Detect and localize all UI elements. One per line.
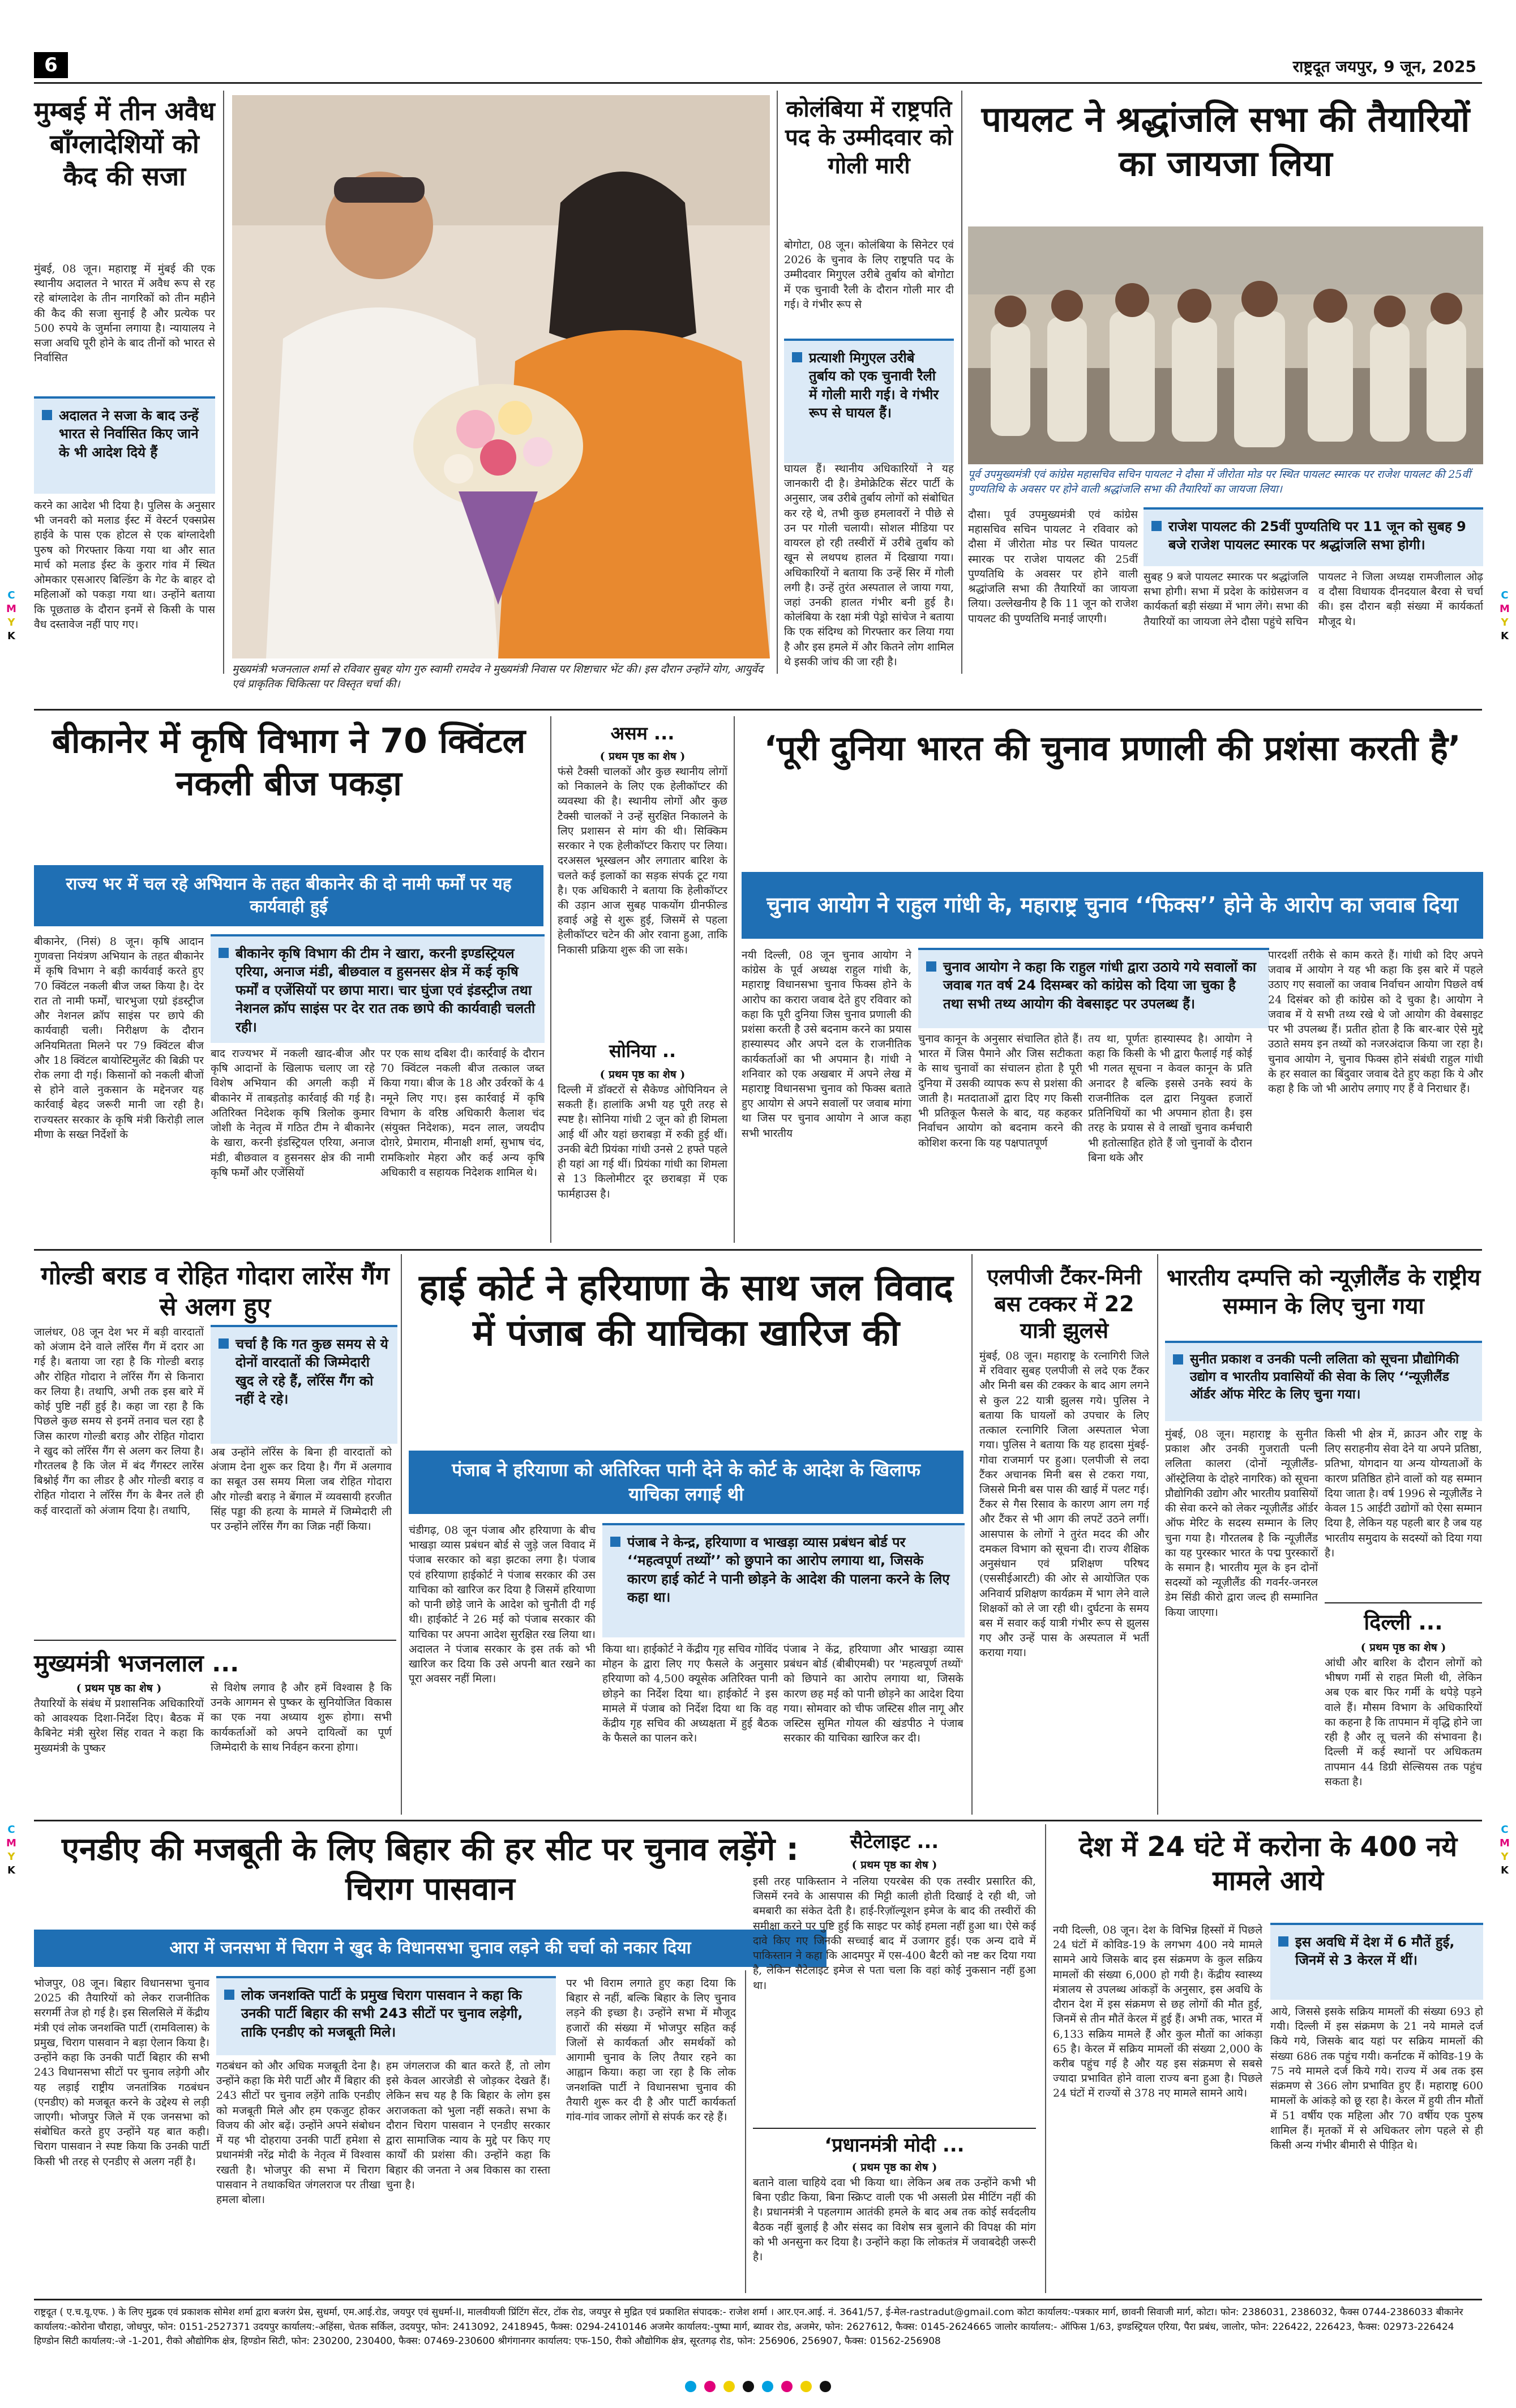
election-headline: ‘पूरी दुनिया भारत की चुनाव प्रणाली की प्रशंसा करती है’ [764, 729, 1461, 768]
bullet-icon [224, 1990, 234, 2000]
color-swatch [820, 2381, 831, 2392]
pilot-photo [968, 226, 1483, 464]
pilot-body-1: दौसा। पूर्व उपमुख्यमंत्री एवं कांग्रेस महासचिव सचिन पायलट ने रविवार को दौसा में जीरोता मोड पर स्थित पायलट स्मारक पर राजेश पायलट की 25वीं पुण्यतिथि के अवसर पर होने वाली श्रद्धांजलि सभा की तैयारियों का जायजा लिया। उल्लेखनीय है कि 11 जून को राजेश पायलट की पुण्यतिथि मनाई जाएगी। [968, 508, 1138, 625]
column-rule [961, 91, 962, 674]
bullet-icon [1151, 521, 1162, 531]
magenta-mark: M [1500, 1837, 1510, 1849]
column-rule [223, 91, 224, 674]
colombia-highlight-box [784, 339, 954, 463]
colombia-headline: कोलंबिया में राष्ट्रपति पद के उम्मीदवार को गोली मारी [785, 96, 953, 179]
nz-highlight: सुनीत प्रकाश व उनकी पत्नी ललिता को सूचना प्रौद्योगिकी उद्योग व भारतीय प्रवासियों की सेवा के लिए ‘‘न्यूज़ीलैंड ऑर्डर ऑफ मेरिट के लिए चुना गया। [1190, 1352, 1459, 1402]
bikaner-body-3: पर एक साथ दबिश दी। कार्रवाई के दौरान 70 क्विंटल नकली बीज तत्काल जब्त किया गया। बीज के 18 और उर्वरकों के 4 नमूने लिए गए। इस कार्रवाई में कृषि विभाग के वरिष्ठ अधिकारी कैलाश चंद (संयुक्त निदेशक), मदन लाल, जयदीप दोग़रे, प्रेमाराम, मीनाक्षी शर्मा, सुभाष चंद, रामकिशोर मेहरा और कई अन्य कृषि अधिकारी व सहायक निदेशक शामिल थे। [380, 1047, 545, 1179]
goldy-body-1: जालंधर, 08 जून देश भर में बड़ी वारदातों को अंजाम देने वाले लॉरेंस गैंग में दरार आ गई है। बताया जा रहा है कि गोल्डी बराड़ और रोहित गोदारा ने लॉरेंस गैंग से किनारा कर लिया है। तथापि, अभी तक इस बारे में कोई पुष्टि नहीं हुई है। कहा जा रहा है कि पिछले कुछ समय से इनमें तनाव चल रहा है जिस कारण गोल्डी बराड़ और रोहित गोदारा ने खुद को लॉरेंस गैंग से अलग कर लिया है। गौरतलब है कि जेल में बंद गैंगस्टर लारेंस बिश्नोई गैंग का लीडर है और गोल्डी बराड़ व रोहित गोदारा ने लॉरेंस गैंग के बैनर तले ही कई वारदातों को अंजाम दिया है। तथापि, [34, 1326, 204, 1517]
corona-body-1: नयी दिल्ली, 08 जून। देश के विभिन्न हिस्सों में पिछले 24 घंटों में कोविड-19 के लगभग 400 नये मामले सामने आये जिसके बाद इस संक्रमण के कुल सक्रिय मामलों की संख्या 6,000 हो गयी है। केंद्रीय स्वास्थ्य मंत्रालय से उपलब्ध आंकड़ों के अनुसार, इस अवधि के दौरान देश में इस संक्रमण से छह लोगों की मौत हुई, जिनमें से तीन मौतें केरल में हुई हैं। अभी तक, भारत में 6,133 सक्रिय मामले हैं और कुल मौतों का आंकड़ा 65 है। केरल में सक्रिय मामलों की संख्या 2,000 के करीब पहुंच गई है और यह इस संक्रमण से सबसे ज्यादा प्रभावित होने वाला राज्य बना हुआ है। पिछले 24 घंटों में राज्यों से 378 नए मामले सामने आये। [1053, 1924, 1262, 2100]
column-rule [550, 716, 551, 1243]
highcourt-highlight-box [602, 1523, 965, 1637]
corona-highlight: इस अवधि में देश में 6 मौतें हुई, जिनमें से 3 केरल में थीं। [1295, 1934, 1455, 1969]
cm-ramdev-photo [232, 95, 770, 658]
column-rule [401, 1254, 402, 1815]
color-swatch [781, 2381, 793, 2392]
bhajanlal-continuation: ( प्रथम पृष्ठ का शेष ) [76, 1682, 162, 1695]
pilot-headline: पायलट ने श्रद्धांजलि सभा की तैयारियों का जायजा लिया [981, 99, 1470, 184]
yellow-mark: Y [1501, 1851, 1509, 1863]
black-mark: K [7, 630, 15, 642]
election-body-4: पारदर्शी तरीके से काम करते हैं। गांधी को दिए अपने जवाब में आयोग ने यह भी कहा कि इस बारे में पहले उठाए गए सवालों का जवाब निर्वाचन आयोग पिछले वर्ष 24 दिसंबर को ही कांग्रेस को दे चुका है। आयोग ने जवाब में ये सभी तथ्य रखे थे जो आयोग की वेबसाइट पर भी उपलब्ध हैं। प्रतीत होता है कि बार-बार ऐसे मुद्दे उठाते समय इन तथ्यों को नजरअंदाज किया जा रहा है। चुनाव आयोग ने, चुनाव फिक्स होने संबंधी राहुल गांधी के हर सवाल का बिंदुवार जवाब देते हुए कहा कि ये और कहा है कि जो भी आरोप लगाए गए हैं वे निराधार हैं। [1268, 949, 1483, 1095]
delhi-headline: दिल्ली ... [1364, 1610, 1443, 1635]
registration-strip-left-2 [3, 1823, 19, 1877]
bhajanlal-body-2: से विशेष लगाव है और हमें विश्वास है कि उनके आगमन से पुष्कर के सुनियोजित विकास का एक नया अध्याय शुरू होगा। सभी कार्यकर्ताओं को अपने दायित्वों का पूर्ण जिम्मेदारी के साथ निर्वहन करना होगा। [211, 1682, 392, 1753]
color-bar [159, 2381, 1357, 2392]
sub-rule [753, 2128, 1036, 2129]
nz-headline: भारतीय दम्पत्ति को न्यूज़ीलैंड के राष्ट्रीय सम्मान के लिए चुना गया [1166, 1265, 1481, 1319]
bullet-icon [42, 410, 52, 420]
chirag-headline: एनडीए की मजबूती के लिए बिहार की हर सीट पर चुनाव लड़ेंगे : चिराग पासवान [61, 1831, 799, 1907]
black-mark: K [1501, 1864, 1509, 1876]
bullet-icon [926, 961, 936, 972]
bhajanlal-headline: मुख्यमंत्री भजनलाल ... [34, 1649, 239, 1677]
column-rule [734, 716, 735, 1243]
bullet-icon [610, 1537, 620, 1547]
section-rule [34, 1249, 1482, 1251]
corona-body-2: आये, जिससे इसके सक्रिय मामलों की संख्या 693 हो गयी। दिल्ली में इस संक्रमण के 21 नये मामले दर्ज किये गये, जिसके बाद यहां पर सक्रिय मामलों की संख्या 686 तक पहुंच गयी। कर्नाटक में कोविड-19 के 75 नये मामले दर्ज किये गये। राज्य में अब तक इस संक्रमण से 366 लोग प्रभावित हुए हैं। महाराष्ट्र 600 मामलों के आंकड़े को छू रहा है। केरल में हुयी तीन मौतों में 51 वर्षीय एक महिला और 70 वर्षीय एक पुरुष शामिल हैं। मृतकों में से अधिकतर लोग पहले से ही किसी अन्य गंभीर बीमारी से पीड़ित थे। [1270, 2005, 1483, 2152]
color-swatch [723, 2381, 735, 2392]
chirag-highlight: लोक जनशक्ति पार्टी के प्रमुख चिराग पासवान ने कहा कि उनकी पार्टी बिहार की सभी 243 सीटों पर चुनाव लड़ेगी, ताकि एनडीए को मजबूती मिले। [241, 1987, 523, 2040]
satellite-continuation: ( प्रथम पृष्ठ का शेष ) [851, 1859, 937, 1871]
bikaner-band: राज्य भर में चल रहे अभियान के तहत बीकानेर की दो नामी फर्मों पर यह कार्यवाही हुई [34, 865, 543, 926]
masthead-rule [34, 82, 1482, 84]
bikaner-body-1: बीकानेर, (निसं) 8 जून। कृषि आदान गुणवत्ता नियंत्रण अभियान के तहत बीकानेर में कृषि विभाग ने बड़ी कार्यवाई करते हुए 70 क्विंटल नकली बीज जब्त किया है। देर रात तो नामी फर्मों, चारभुजा एग्रो इंडस्ट्रीज और नेशनल क्रॉप साइंस पर छापे की कार्यवाही चली। निरीक्षण के दौरान अनियमितता मिलने पर 79 क्विंटल बीज और 18 क्विंटल बायोस्टिमुलेंट की बिक्री पर रोक लगा दी गई। किसानों को नकली बीजों से होने वाले नुकसान के मद्देनजर यह कार्रवाई बेहद जरूरी मानी जा रही है। राज्यस्तर सरकार के कृषि मंत्री किरोड़ी लाल मीणा के सख्त निर्देशों के [34, 935, 204, 1141]
mumbai-body-2: करने का आदेश भी दिया है। पुलिस के अनुसार भी जनवरी को मलाड ईस्ट में वेस्टर्न एक्सप्रेस हाईवे के पास एक होटल से एक बांग्लादेशी पुरुष को गिरफ्तार किया गया था और सात मार्च को मलाड ईस्ट के कुरार गांव में स्थित ओमकार एसआरए बिल्डिंग के गेट के बाहर दो महिलाओं को पकड़ा गया था। उन्होंने बताया कि पूछताछ के दौरान इनमें से किसी के पास वैध दस्तावेज नहीं पाए गए। [34, 499, 215, 631]
photo-illustration [232, 95, 770, 658]
highcourt-headline: हाई कोर्ट ने हरियाणा के साथ जल विवाद में पंजाब की याचिका खारिज की [419, 1267, 953, 1354]
pilot-highlight: राजेश पायलट की 25वीं पुण्यतिथि पर 11 जून को सुबह 9 बजे राजेश पायलट स्मारक पर श्रद्धांजलि सभा होगी। [1168, 519, 1466, 553]
bikaner-body-2: बाद राज्यभर में नकली खाद-बीज और कृषि आदानों के खिलाफ चलाए जा रहे विशेष अभियान की अगली कड़ी में बीकानेर में ताबड़तोड़ कार्रवाई की गई है। अतिरिक्त निदेशक कृषि त्रिलोक कुमार जोशी के नेतृत्व में गठित टीम ने बीकानेर के खारा, करनी इंडस्ट्रियल एरिया, अनाज मंडी, बीछवाल व हुसनसर क्षेत्र की नामी कृषि फर्मों और एजेंसियों [211, 1047, 375, 1179]
bus-body: मुंबई, 08 जून। महाराष्ट्र के रत्नागिरी जिले में रविवार सुबह एलपीजी से लदे एक टैंकर और मिनी बस की टक्कर के बाद आग लगने से कुल 22 यात्री झुलस गये। पुलिस ने बताया कि घायलों को उपचार के लिए तत्काल रत्नागिरि जिला अस्पताल भेजा गया। पुलिस ने बताया कि यह हादसा मुंबई-गोवा राजमार्ग पर हुआ। एलपीजी से लदा टैंकर अचानक मिनी बस से टकरा गया, जिससे मिनी बस पास की खाई में पलट गई। टैंकर से गैस रिसाव के कारण आग लग गई और टैंकर से भी आग की लपटें उठने लगीं। आसपास के लोगों ने तुरंत मदद की और दमकल विभाग को सूचना दी। राज्य शैक्षिक अनुसंधान एवं प्रशिक्षण परिषद (एससीईआरटी) की ओर से आयोजित एक अनिवार्य प्रशिक्षण कार्यक्रम में भाग लेने वाले शिक्षकों को ले जा रही थी। दुर्घटना के समय बस में सवार कई यात्री गंभीर रूप से झुलस गए और उन्हें पास के अस्पताल में भर्ती कराया गया। [979, 1350, 1149, 1659]
photo-main-caption: मुख्यमंत्री भजनलाल शर्मा से रविवार सुबह योग गुरु स्वामी रामदेव ने मुख्यमंत्री निवास पर शिष्टाचार भेंट की। इस दौरान उन्होंने योग, आयुर्वेद एवं प्राकृतिक चिकित्सा पर विस्तृत चर्चा की। [232, 663, 763, 690]
election-highlight-box [918, 948, 1269, 1028]
registration-strip-right [1497, 589, 1513, 643]
bullet-icon [1173, 1354, 1183, 1365]
cyan-mark: C [7, 1824, 15, 1836]
column-rule [745, 1970, 746, 2293]
pilot-body-2: सुबह 9 बजे पायलट स्मारक पर श्रद्धांजलि सभा होगी। सभा में प्रदेश के कांग्रेसजन व कार्यकर्ता बड़ी संख्या में भाग लेंगे। सभा की तैयारियों का जायजा लेने दौसा पहुंचे सचिन पायलट ने जिला अध्यक्ष रामजीलाल ओढ़ व दौसा विधायक दीनदयाल बैरवा से चर्चा की। इस दौरान बड़ी संख्या में कार्यकर्ता मौजूद थे। [1144, 571, 1483, 628]
registration-strip-right-2 [1497, 1823, 1513, 1877]
column-rule [777, 91, 778, 674]
yellow-mark: Y [7, 617, 15, 628]
sub-rule [34, 1640, 396, 1641]
chirag-band: आरा में जनसभा में चिराग ने खुद के विधानसभा चुनाव लड़ने की चर्चा को नकार दिया [34, 1930, 826, 1967]
mumbai-highlight: अदालत ने सजा के बाद उन्हें भारत से निर्वासित किए जाने के भी आदेश दिये हैं [59, 408, 199, 460]
magenta-mark: M [6, 1837, 16, 1849]
highcourt-highlight: पंजाब ने केन्द्र, हरियाणा व भाखड़ा व्यास प्रबंधन बोर्ड पर ‘‘महत्वपूर्ण तथ्यों’’ को छुपाने का आरोप लगाया था, जिसके कारण हाई कोर्ट ने पानी छोड़ने के आदेश की पालना करने के लिए कहा था। [627, 1534, 950, 1606]
delhi-body: आंधी और बारिश के दौरान लोगों को भीषण गर्मी से राहत मिली थी, लेकिन अब एक बार फिर गर्मी के थपेड़े पड़ने वाले हैं। मौसम विभाग के अधिकारियों का कहना है कि तापमान में वृद्धि होने जा रही है और लू चलने की संभावना है। दिल्ली में कई स्थानों पर अधिकतम तापमान 44 डिग्री सेल्सियस तक पहुंच सकता है। [1325, 1657, 1482, 1788]
cyan-mark: C [1501, 1824, 1509, 1836]
mumbai-body-1: मुंबई, 08 जून। महाराष्ट्र में मुंबई की एक स्थानीय अदालत ने भारत में अवैध रूप से रह रहे बांग्लादेश के तीन नागरिकों को तीन महीने की कैद की सजा सुनाई है और प्रत्येक पर 500 रुपये के जुर्माना लगाया है। न्यायालय ने सजा अवधि पूरी होने के बाद तीनों को भारत से निर्वासित [34, 263, 215, 365]
nz-body-1: मुंबई, 08 जून। महाराष्ट्र के सुनीत प्रकाश और उनकी गुजराती पत्नी ललिता कालरा (दोनों न्यूज़ीलैंड-ऑस्ट्रेलिया के दोहरे नागरिक) को सूचना प्रौद्योगिकी उद्योग और भारतीय प्रवासियों की सेवा करने को लेकर न्यूज़ीलैंड ऑर्डर ऑफ मेरिट के सदस्य सम्मान के लिए चुना गया है। गौरतलब है कि न्यूज़ीलैंड का यह पुरस्कार भारत के पद्म पुरस्कारों के समान है। भारतीय मूल के इन दोनों सदस्यों को न्यूज़ीलैंड की गवर्नर-जनरल डेम सिंडी कीरो द्वारा जल्द ही सम्मानित किया जाएगा। [1165, 1428, 1318, 1619]
color-swatch [704, 2381, 716, 2392]
page-number: 6 [44, 54, 58, 76]
sonia-body: दिल्ली में डॉक्टरों से सैकेण्ड ओपिनियन ले सकती हैं। हालांकि अभी यह पूरी तरह से स्पष्ट है। सोनिया गांधी 2 जून को ही शिमला आई थीं और यहां छराबड़ा में रुकी हुई थीं। उनकी बेटी प्रियंका गांधी उनसे 2 हफ्ते पहले ही यहां आ गई थीं। प्रियंका गांधी का शिमला से 13 किलोमीटर दूर छराबड़ा में एक फार्महाउस है। [558, 1084, 727, 1200]
election-highlight: चुनाव आयोग ने कहा कि राहुल गांधी द्वारा उठाये गये सवालों का जवाब गत वर्ष 24 दिसम्बर को कांग्रेस को दिया जा चुका है तथा सभी तथ्य आयोग की वेबसाइट पर उपलब्ध हैं। [943, 959, 1256, 1012]
colombia-body-1: बोगोटा, 08 जून। कोलंबिया के सिनेटर एवं 2026 के चुनाव के लिए राष्ट्रपति पद के उम्मीदवार मिगुएल उरीबे तुर्बाय को बोगोटा में एक चुनावी रैली के दौरान गोली मार दी गई। वे गंभीर रूप से [784, 239, 954, 311]
highcourt-band: पंजाब ने हरियाणा को अतिरिक्त पानी देने के कोर्ट के आदेश के खिलाफ याचिका लगाई थी [409, 1451, 963, 1514]
satellite-headline: सैटेलाइट ... [850, 1830, 939, 1853]
nz-highlight-box [1165, 1341, 1482, 1421]
chirag-body-3: हम जंगलराज की बात करते हैं, तो लोग इसे केवल आरजेडी से जोड़कर देखते हैं। लेकिन सच यह है कि बिहार के लोग इस अराजकता को भुला नहीं सकते। सभा के दौरान चिराग पासवान ने एनडीए सरकार द्वारा सामाजिक न्याय के मुद्दे पर किए गए कार्यों की प्रशंसा की। उन्होंने कहा कि बिहार की जनता ने अब विकास का रास्ता चुना है। [386, 2060, 550, 2191]
column-rule [1045, 1824, 1046, 2293]
chirag-highlight-box [216, 1976, 556, 2055]
chirag-body-4: पर भी विराम लगाते हुए कहा दिया कि बिहार से नहीं, बल्कि बिहार के लिए चुनाव लड़ने की इच्छा है। उन्होंने सभा में मौजूद हजारों की संख्या में भोजपुर सहित कई जिलों से कार्यकर्ता और समर्थकों को आगामी चुनाव के लिए तैयार रहने का आह्वान किया। कहा जा रहा है कि लोक जनशक्ति पार्टी ने विधानसभा चुनाव की तैयारी शुरू कर दी है और पार्टी कार्यकर्ता गांव-गांव जाकर लोगों से संपर्क कर रहे हैं। [566, 1977, 736, 2123]
bus-headline: एलपीजी टैंकर-मिनी बस टक्कर में 22 यात्री झुलसे [987, 1264, 1142, 1343]
black-mark: K [1501, 630, 1509, 642]
column-rule [971, 1254, 973, 1815]
yellow-mark: Y [7, 1851, 15, 1863]
section-rule [34, 1820, 1482, 1821]
asam-headline: असम ... [610, 722, 675, 744]
section-rule [34, 709, 1482, 711]
highcourt-body-2: किया था। हाईकोर्ट ने केंद्रीय गृह सचिव गोविंद मोहन के द्वारा लिए गए फैसले के अनुसार हरियाणा को 4,500 क्यूसेक अतिरिक्त पानी छोड़ने का निर्देश दिया था। हाईकोर्ट ने इस मामले में पंजाब को निर्देश दिया था कि वह केंद्रीय गृह सचिव की अध्यक्षता में हुई बैठक के फैसले का पालन करे। [602, 1643, 778, 1745]
mumbai-headline: मुम्बई में तीन अवैध बाँग्लादेशियों को कैद की सजा [34, 96, 215, 191]
corona-highlight-box [1270, 1923, 1483, 2000]
sonia-headline: सोनिया .. [609, 1040, 676, 1062]
cyan-mark: C [1501, 589, 1509, 601]
election-body-2: चुनाव कानून के अनुसार संचालित होते हैं। भारत में जिस पैमाने और जिस सटीकता के साथ चुनावों का संचालन होता है पूरी दुनिया में उसकी व्यापक रूप से प्रशंसा की जाती है। मतदाताओं द्वारा दिए गए किसी भी प्रतिकूल फैसले के बाद, यह कहकर निर्वाचन आयोग को बदनाम करने की कोशिश करना कि यह पक्षपातपूर्ण [918, 1033, 1082, 1149]
goldy-highlight: चर्चा है कि गत कुछ समय से ये दोनों वारदातों की जिम्मेदारी खुद ले रहे हैं, लॉरेंस गैंग को नहीं दे रहे। [235, 1336, 388, 1408]
goldy-body-2: अब उन्होंने लॉरेंस के बिना ही वारदातों को अंजाम देना शुरू कर दिया है। गैंग में अलगाव का सबूत उस समय मिला जब रोहित गोदारा और गोल्डी बराड़ ने बेंगाल में व्यवसायी हरजीत सिंह पड्डा की हत्या के मामले में जिम्मेदारी ली पर उन्होंने लॉरेंस गैंग का जिक्र नहीं किया। [211, 1446, 392, 1533]
sonia-continuation: ( प्रथम पृष्ठ का शेष ) [599, 1068, 686, 1081]
crowd-illustration [968, 226, 1483, 464]
bullet-icon [792, 352, 802, 362]
goldy-headline: गोल्डी बराड व रोहित गोदारा लारेंस गैंग से अलग हुए [41, 1261, 389, 1321]
color-swatch [800, 2381, 812, 2392]
election-band: चुनाव आयोग ने राहुल गांधी के, महाराष्ट्र चुनाव ‘‘फिक्स’’ होने के आरोप का जवाब दिया [742, 872, 1483, 939]
pilot-highlight-box [1144, 507, 1483, 566]
bikaner-highlight-box [211, 934, 545, 1043]
satellite-body: इसी तरह पाकिस्तान ने नलिया एयरबेस की एक तस्वीर प्रसारित की, जिसमें रनवे के आसपास की मिट्टी काली होती दिखाई दे रही थी, जो बमबारी का संकेत देती है। हाई-रिज़ॉल्यूशन इमेज के बाद की तस्वीरों की समीक्षा करने पर पुष्टि हुई कि साइट पर कोई हमला नहीं हुआ था। ऐसे कई दावे किए गए जिनकी सच्चाई बाद में उजागर हुई। एक अन्य दावे में पाकिस्तान ने कहा कि आदमपुर में एस-400 बैटरी को नष्ट कर दिया गया है, लेकिन सैटेलाइट इमेज से पता चला कि वहां कोई नुकसान नहीं हुआ था। [753, 1875, 1036, 1992]
colombia-highlight: प्रत्याशी मिगुएल उरीबे तुर्बाय को एक चुनावी रैली में गोली मारी गई। वे गंभीर रूप से घायल हैं। [809, 350, 939, 421]
colombia-body-2: घायल हैं। स्थानीय अधिकारियों ने यह जानकारी दी है। डेमोक्रेटिक सेंटर पार्टी के अनुसार, जब उरीबे तुर्बाय लोगों को संबोधित कर रहे थे, तभी कुछ हमलावरों ने पीछे से उन पर गोली चलायी। सोशल मीडिया पर वायरल हो रही तस्वीरों में उरीबे तुर्बाय को खून से लथपथ हालत में दिखाया गया। अधिकारियों ने बताया कि उन्हें सिर में गोली लगी है। उन्हें तुरंत अस्पताल ले जाया गया, जहां उनकी हालत गंभीर बनी हुई है। कोलंबिया के रक्षा मंत्री पेड्रो सांचेज ने बताया कि एक संदिग्ध को गिरफ्तार कर लिया गया है और इस हमले में और कितने लोग शामिल थे इसकी जांच की जा रही है। [784, 463, 954, 668]
election-body-3: तय था, पूर्णतः हास्यास्पद है। आयोग ने कहा कि किसी के भी द्वारा फैलाई गई कोई भी गलत सूचना न केवल कानून के प्रति अनादर है बल्कि इससे उनके स्वयं के राजनीतिक दल द्वारा नियुक्त हजारों प्रतिनिधियों का भी अपमान होता है। इस तरह के प्रयास से वे लाखों चुनाव कर्मचारी भी हतोत्साहित होते हैं जो चुनावों के दौरान बिना थके और [1088, 1033, 1252, 1164]
yellow-mark: Y [1501, 617, 1509, 628]
modi-continuation: ( प्रथम पृष्ठ का शेष ) [851, 2161, 937, 2174]
election-body-1: नयी दिल्ली, 08 जून चुनाव आयोग ने कांग्रेस के पूर्व अध्यक्ष राहुल गांधी के, महाराष्ट्र विधानसभा चुनाव फिक्स होने के आरोप का करारा जवाब देते हुए रविवार को कहा कि पूरी दुनिया जिस चुनाव प्रणाली की प्रशंसा करती है उसे बदनाम करने का प्रयास हास्यास्पद और अपने दल के राजनीतिक कार्यकर्ताओं का भी अपमान है। गांधी ने शनिवार को एक अखबार में अपने लेख में महाराष्ट्र विधानसभा चुनाव को फिक्स बताते हुए आयोग से अपने सवालों पर जवाब मांगा था जिस पर चुनाव आयोग ने आज कहा सभी भारतीय [742, 949, 911, 1140]
column-rule [1157, 1254, 1158, 1815]
chirag-body-2: गठबंधन को और अधिक मजबूती देना है। उन्होंने कहा कि मेरी पार्टी और मैं बिहार की 243 सीटों पर चुनाव लड़ेंगे ताकि एनडीए को मजबूती मिले और हम एकजुट होकर विजय की ओर बढ़ें। उन्होंने अपने संबोधन में यह भी दोहराया उनकी पार्टी हमेशा से प्रधानमंत्री नरेंद्र मोदी के नेतृत्व में विश्वास रखती है। भोजपुर की सभा में चिराग पासवान ने तथाकथित जंगलराज पर तीखा हमला बोला। [216, 2060, 380, 2206]
pilot-caption: पूर्व उपमुख्यमंत्री एवं कांग्रेस महासचिव सचिन पायलट ने दौसा में जीरोता मोड पर स्थित पायलट स्मारक पर राजेश पायलट की 25वीं पुण्यतिथि के अवसर पर होने वाली श्रद्धांजलि सभा की तैयारियों का जायजा लिया। [968, 468, 1471, 495]
footer-imprint: राष्ट्रदूत ( ए.च.यू.एफ. ) के लिए मुद्रक एवं प्रकाशक सोमेश शर्मा द्वारा बजरंग प्रेस, सुधर्मा, एम.आई.रोड, जयपुर एवं सुधर्मा-II, मालवीयजी प्रिंटिंग सेंटर, टोंक रोड, जयपुर से मुद्रित एवं प्रकाशित संपादक:- राजेश शर्मा । आर.एन.आई. नं. 3641/57, ई-मेल-rastradut@gmail.com कोटा कार्यालय:-पत्रकार मार्ग, छावनी सिवाजी मार्ग, कोटा। फोन: 2386031, 2386032, फैक्स 0744-2386033 बीकानेर कार्यालय:-कोरोना चौराहा, जोधपुर, फोन: 0151-2527371 उदयपुर कार्यालय:-अहिंसा, चेतक सर्किल, उदयपुर, फोन: 2413092, 2418945, फैक्स: 0294-2410146 अजमेर कार्यालय:-पुष्पा मार्ग, ब्यावर रोड, अजमेर, फोन: 2627612, फैक्स: 0145-2624665 जालोर कार्यालय:- ऑफिस 1/63, इण्डस्ट्रियल एरिया, पैरा प्रबंध, जालोर, फोन: 226422, 226423, फैक्स: 02973-226424 हिण्डोन सिटी कार्यालय:-जे -1-201, रीको औद्योगिक क्षेत्र, हिण्डोन सिटी, फोन: 230200, 230400, फैक्स: 07469-230600 श्रीगंगानगर कार्यालय: एफ-150, रीको औद्योगिक क्षेत्र, सूरतगढ़ रोड, फोन: 256906, 256907, फैक्स: 01562-256908 [34, 2307, 1463, 2347]
color-swatch [743, 2381, 754, 2392]
black-mark: K [7, 1864, 15, 1876]
highcourt-body-1: चंडीगढ़, 08 जून पंजाब और हरियाणा के बीच भाखड़ा व्यास प्रबंधन बोर्ड से जुड़े जल विवाद में पंजाब सरकार को बड़ा झटका लगा है। पंजाब एवं हरियाणा हाईकोर्ट ने पंजाब सरकार की उस याचिका को खारिज कर दिया है जिसमें हरियाणा को पानी छोड़े जाने के आदेश को चुनौती दी गई थी। हाईकोर्ट ने 26 मई को पंजाब सरकार की याचिका पर अपना आदेश सुरक्षित रख लिया था। अदालत ने पंजाब सरकार के इस तर्क को भी खारिज कर दिया कि उसे अपनी बात रखने का पूरा अवसर नहीं मिला। [409, 1524, 596, 1686]
dateline: राष्ट्रदूत जयपुर, 9 जून, 2025 [1292, 57, 1476, 76]
chirag-body-1: भोजपुर, 08 जून। बिहार विधानसभा चुनाव 2025 की तैयारियों को लेकर राजनीतिक सरगर्मी तेज हो गई है। इस सिलसिले में केंद्रीय मंत्री एवं लोक जनशक्ति पार्टी (रामविलास) के प्रमुख, चिराग पासवान ने बड़ा ऐलान किया है। उन्होंने कहा कि उनकी पार्टी बिहार की सभी 243 विधानसभा सीटों पर चुनाव लड़ेगी और यह लड़ाई राष्ट्रीय जनतांत्रिक गठबंधन (एनडीए) को मजबूत करने के उद्देश्य से लड़ी जाएगी। भोजपुर जिले में एक जनसभा को संबोधित करते हुए उन्होंने यह बात कही। चिराग पासवान ने स्पष्ट किया कि उनकी पार्टी किसी भी तरह से एनडीए से अलग नहीं है। [34, 1977, 209, 2168]
bullet-icon [219, 1338, 229, 1349]
color-swatch [685, 2381, 696, 2392]
bikaner-headline: बीकानेर में कृषि विभाग ने 70 क्विंटल नकली बीज पकड़ा [52, 721, 526, 803]
magenta-mark: M [1500, 603, 1510, 615]
asam-body: फंसे टैक्सी चालकों और कुछ स्थानीय लोगों को निकालने के लिए एक हेलीकॉप्टर की व्यवस्था की है। स्थानीय लोगों और कुछ टैक्सी चालकों ने उन्हें सुरक्षित निकालने के लिए प्रशासन से मांग की थी। सिक्किम सरकार ने एक हेलीकॉप्टर किराए पर लिया। दरअसल भूस्खलन और लगातार बारिश के चलते कई इलाकों का सड़क संपर्क टूट गया है। एक अधिकारी ने बताया कि हेलीकॉप्टर की उड़ान आज सुबह पाकयोंग ग्रीनफील्ड हवाई अड्डे से शुरू हुई, जिसमें से पहला हेलीकॉप्टर चटेन की ओर रवाना हुआ, ताकि निकासी प्रक्रिया शुरू की जा सके। [558, 765, 727, 956]
bullet-icon [219, 948, 229, 958]
asam-continuation: ( प्रथम पृष्ठ का शेष ) [599, 750, 686, 763]
bhajanlal-body-1: तैयारियों के संबंध में प्रशासनिक अधिकारियों को आवश्यक दिशा-निर्देश दिए। बैठक में कैबिनेट मंत्री सुरेश सिंह रावत ने कहा कि मुख्यमंत्री के पुष्कर [34, 1697, 204, 1755]
modi-body: बताने वाला चाहिये दवा भी किया था। लेकिन अब तक उन्होंने कभी भी बिना एडीट किया, बिना स्क्रिप्ट वाली एक भी असली प्रेस मीटिंग नहीं की है। प्रधानमंत्री ने पहलगाम आतंकी हमले के बाद अब तक कोई सर्वदलीय बैठक नहीं बुलाई है और संसद का विशेष सत्र बुलाने की विपक्ष की मांग को भी अनसुना कर दिया है। उन्होंने कहा कि लोकतंत्र में जवाबदेही जरूरी है। [753, 2176, 1036, 2264]
sub-rule [1325, 1602, 1482, 1603]
modi-headline: ‘प्रधानमंत्री मोदी ... [824, 2134, 965, 2157]
goldy-highlight-box [211, 1325, 397, 1444]
bullet-icon [1278, 1936, 1288, 1947]
bikaner-highlight: बीकानेर कृषि विभाग की टीम ने खारा, करनी इण्डस्ट्रियल एरिया, अनाज मंडी, बीछवाल व हुसनसर क्षेत्र में कई कृषि फर्मों व एजेंसियों पर छापा मारा। चार घुंजा एवं इंडस्ट्रीज तथा नेशनल क्रॉप साइंस पर देर रात तक छापे की कार्यवाही चलती रही। [235, 946, 536, 1035]
delhi-continuation: ( प्रथम पृष्ठ का शेष ) [1360, 1641, 1446, 1654]
cyan-mark: C [7, 589, 15, 601]
footer-rule [34, 2299, 1482, 2300]
highcourt-body-3: पंजाब ने केंद्र, हरियाणा और भाखड़ा व्यास प्रबंधन बोर्ड (बीबीएमबी) पर 'महत्वपूर्ण तथ्यों' को छिपाने का आरोप लगाया था, जिसके कारण छह मई को पानी छोड़ने का आदेश दिया गया। सोमवार को चीफ जस्टिस शील नागू और जस्टिस सुमित गोयल की खंडपीठ ने पंजाब सरकार की याचिका खारिज कर दी। [783, 1643, 963, 1745]
registration-strip-left [3, 589, 19, 643]
nz-body-2: किसी भी क्षेत्र में, क्राउन और राष्ट्र के लिए सराहनीय सेवा देने या अपने प्रतिष्ठा, प्रतिभा, योगदान या अन्य योग्यताओं के कारण प्रतिष्ठित होने वालों को यह सम्मान दिया जाता है। वर्ष 1996 से न्यूज़ीलैंड ने केवल 15 आईटी उद्योगों को ऐसा सम्मान दिया है, लेकिन यह पहली बार है जब यह भारतीय समुदाय के सदस्यों को दिया गया है। [1325, 1428, 1482, 1559]
magenta-mark: M [6, 603, 16, 615]
corona-headline: देश में 24 घंटे में करोना के 400 नये मामले आये [1078, 1831, 1458, 1897]
mumbai-highlight-box [34, 396, 215, 494]
color-swatch [762, 2381, 773, 2392]
